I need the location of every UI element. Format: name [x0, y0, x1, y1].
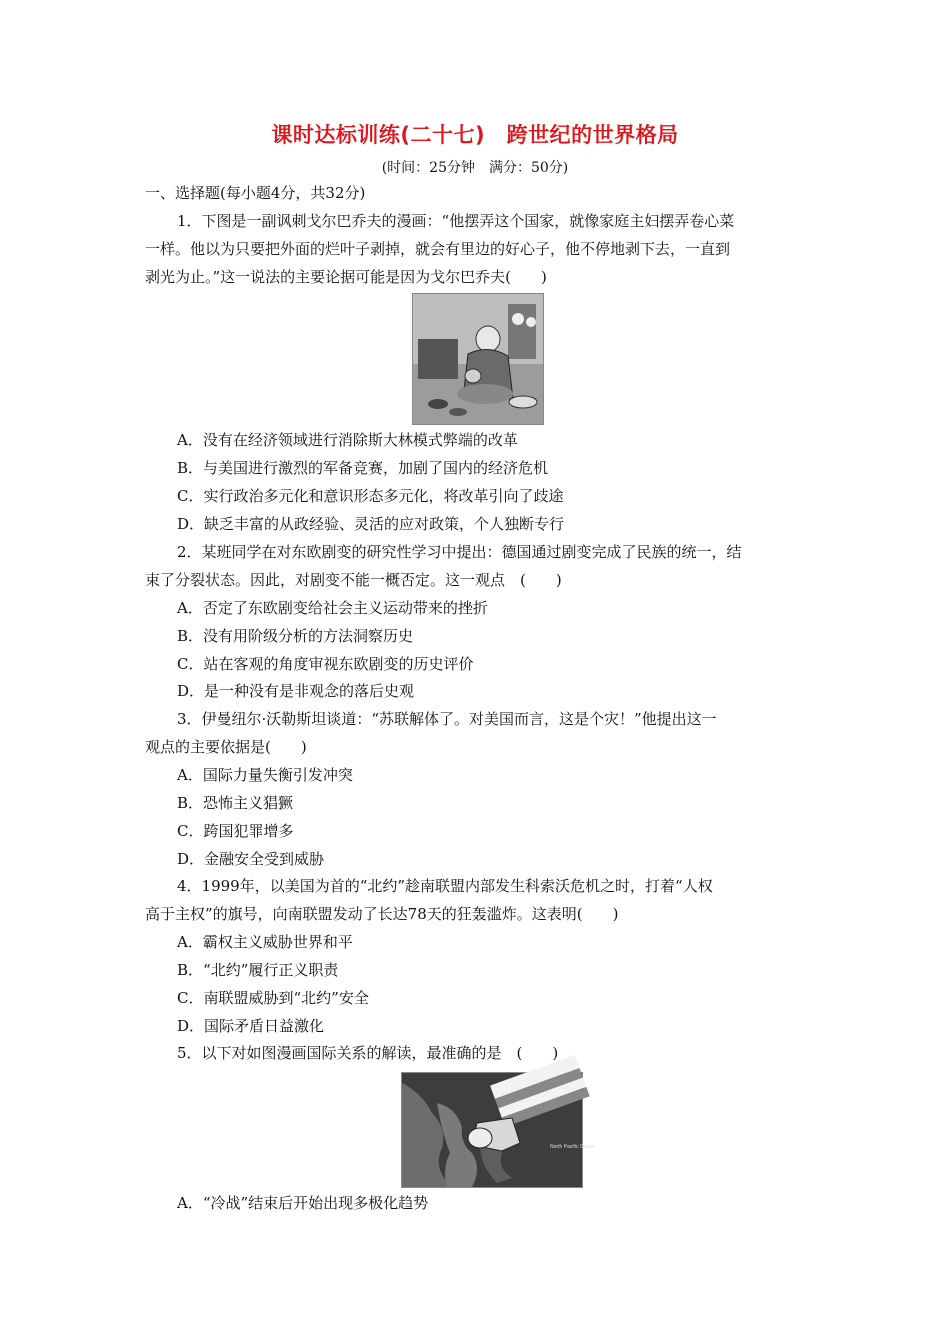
- question-4-option-a: A．霸权主义威胁世界和平: [177, 933, 353, 951]
- question-2-option-c: C．站在客观的角度审视东欧剧变的历史评价: [177, 655, 474, 673]
- page-title: 课时达标训练(二十七) 跨世纪的世界格局: [271, 123, 679, 147]
- section-heading: 一、选择题(每小题4分，共32分): [145, 184, 366, 202]
- question-3-stem-line-2: 观点的主要依据是( ): [145, 738, 307, 756]
- question-4-option-c: C．南联盟威胁到“北约”安全: [177, 989, 369, 1007]
- question-4-stem-line-1: 4．1999年，以美国为首的“北约”趁南联盟内部发生科索沃危机之时，打着“人权: [177, 877, 713, 895]
- question-3-option-b: B．恐怖主义猖獗: [177, 794, 294, 812]
- boot-stepping-on-map-cartoon-icon: [402, 1073, 595, 1187]
- question-4-option-d: D．国际矛盾日益激化: [177, 1017, 325, 1035]
- question-2-stem-line-2: 束了分裂状态。因此，对剧变不能一概否定。这一观点 ( ): [145, 571, 562, 589]
- question-4-stem-line-2: 高于主权”的旗号，向南联盟发动了长达78天的狂轰滥炸。这表明( ): [145, 905, 619, 923]
- question-1-option-c: C．实行政治多元化和意识形态多元化，将改革引向了歧途: [177, 487, 564, 505]
- gorbachev-cartoon: [412, 293, 544, 425]
- question-3-option-a: A．国际力量失衡引发冲突: [177, 766, 353, 784]
- question-3-option-c: C．跨国犯罪增多: [177, 822, 294, 840]
- gorbachev-peeling-cabbage-cartoon-icon: [413, 294, 543, 424]
- question-5-stem-line-1: 5．以下对如图漫画国际关系的解读，最准确的是 ( ): [177, 1044, 559, 1062]
- question-2-option-b: B．没有用阶级分析的方法洞察历史: [177, 627, 414, 645]
- question-1-stem-line-3: 剥光为止。”这一说法的主要论据可能是因为戈尔巴乔夫( ): [145, 268, 547, 286]
- question-4-option-b: B．“北约”履行正义职责: [177, 961, 339, 979]
- question-3-option-d: D．金融安全受到威胁: [177, 850, 325, 868]
- question-1-stem-line-1: 1．下图是一副讽刺戈尔巴乔夫的漫画：“他摆弄这个国家，就像家庭主妇摆弄卷心菜: [177, 212, 735, 230]
- question-2-stem-line-1: 2．某班同学在对东欧剧变的研究性学习中提出：德国通过剧变完成了民族的统一，结: [177, 543, 742, 561]
- time-and-score: (时间：25分钟 满分：50分): [381, 160, 569, 176]
- boot-on-map-cartoon: [401, 1072, 595, 1188]
- question-1-option-d: D．缺乏丰富的从政经验、灵活的应对政策，个人独断专行: [177, 515, 565, 533]
- question-1-option-b: B．与美国进行激烈的军备竞赛，加剧了国内的经济危机: [177, 459, 549, 477]
- question-3-stem-line-1: 3．伊曼纽尔·沃勒斯坦谈道：“苏联解体了。对美国而言，这是个灾！”他提出这一: [177, 710, 717, 728]
- question-2-option-a: A．否定了东欧剧变给社会主义运动带来的挫折: [177, 599, 488, 617]
- map-ocean-label: North Pacific Ocean: [550, 1144, 595, 1150]
- question-2-option-d: D．是一种没有是非观念的落后史观: [177, 682, 415, 700]
- question-1-stem-line-2: 一样。他以为只要把外面的烂叶子剥掉，就会有里边的好心子，他不停地剥下去，一直到: [145, 240, 731, 258]
- question-1-option-a: A．没有在经济领域进行消除斯大林模式弊端的改革: [177, 431, 518, 449]
- question-5-option-a: A．“冷战”结束后开始出现多极化趋势: [177, 1194, 429, 1212]
